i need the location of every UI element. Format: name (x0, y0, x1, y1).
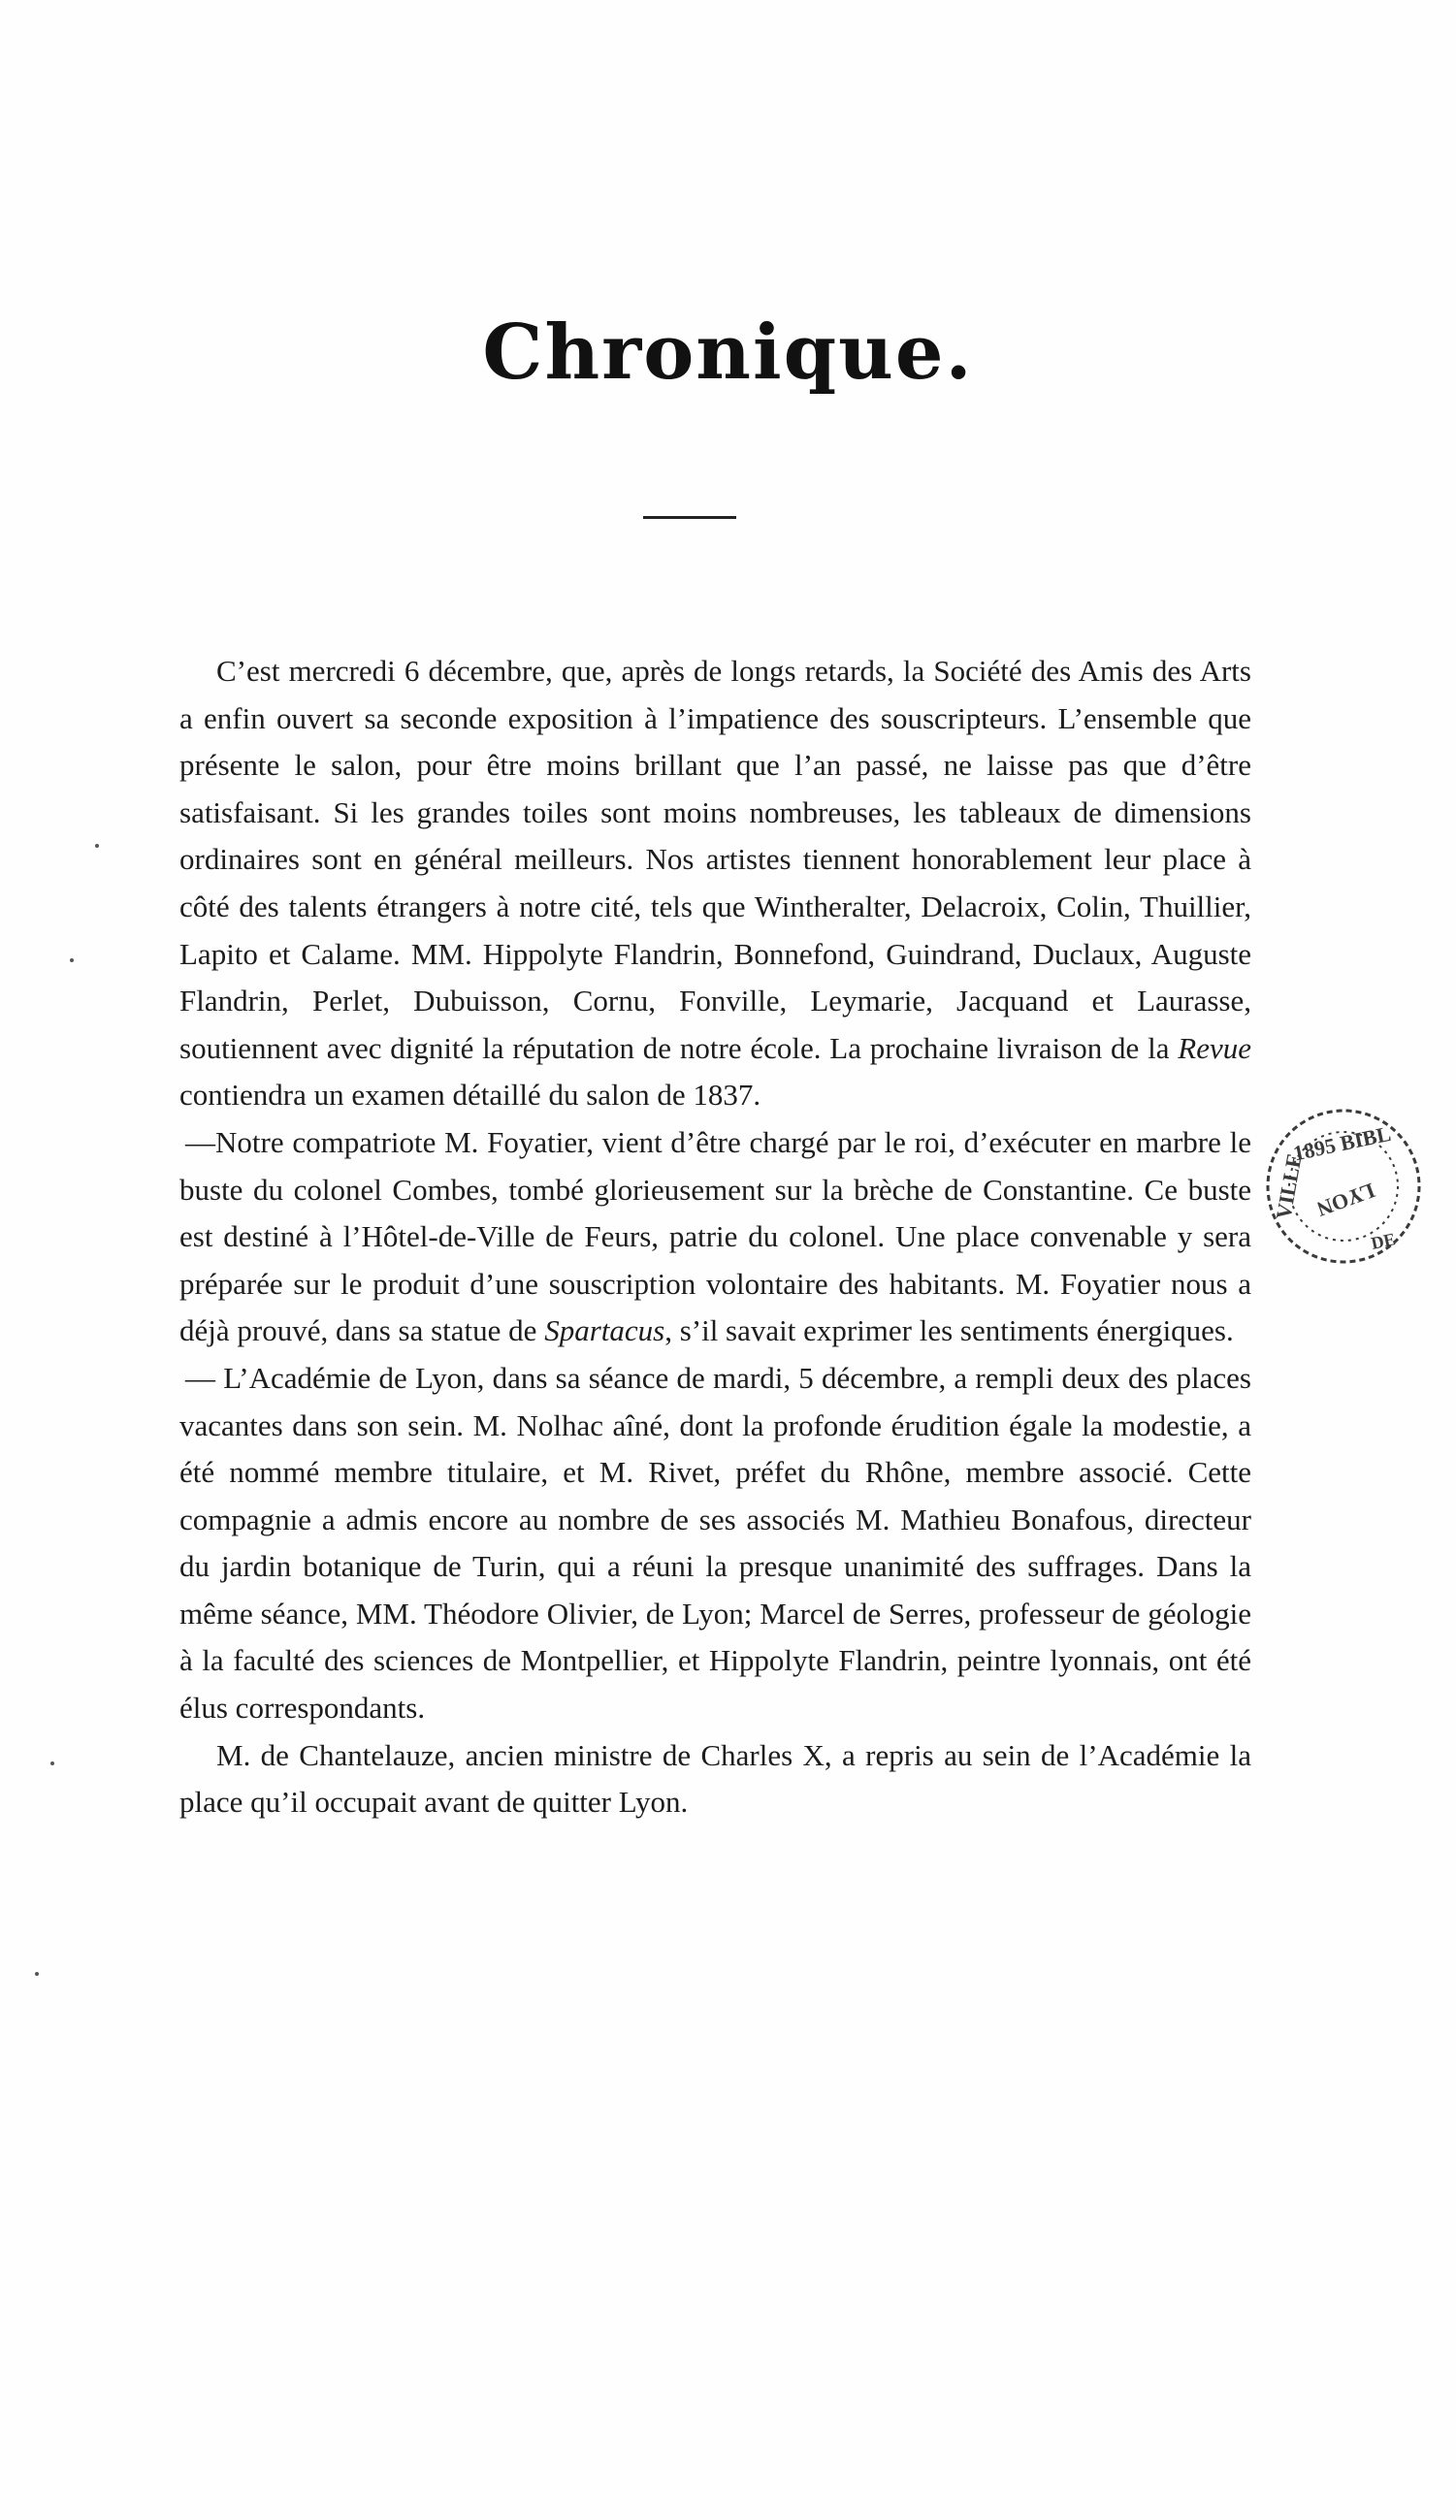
paragraph-chantelauze (179, 1732, 1251, 1826)
paragraph-salon-text: C’est mercredi 6 décembre, que, après de longs retards, la Société des Amis des Arts a enfin ouvert sa seconde exposition à l’impatience des souscripteurs. L’ensemble que présente le salon, pour être moins brillant que l’an passé, ne laisse pas que d’être satisfaisant. Si les grandes toiles sont moins nombreuses, les tableaux de dimensions ordinaires sont en général meilleurs. Nos artistes tiennent honorablement leur place à côté des talents étrangers à notre cité, tels que Wintheralter, Delacroix, Colin, Thuillier, Lapito et Calame. MM. Hippolyte Flandrin, Bonnefond, Guindrand, Duclaux, Auguste Flandrin, Perlet, Dubuisson, Cornu, Fonville, Leymarie, Jacquand et Laurasse, soutiennent avec dignité la réputation de notre école. La prochaine livraison de la (179, 654, 1251, 1065)
article-body (179, 648, 1251, 1826)
library-stamp-icon (1261, 1104, 1426, 1269)
page-title: Chronique. (482, 308, 974, 397)
spartacus-italic: Spartacus (544, 1313, 665, 1348)
margin-mark (95, 844, 99, 848)
paragraph-salon (179, 648, 1251, 1119)
paragraph-academie (179, 1355, 1251, 1732)
margin-mark (70, 958, 74, 962)
title-divider (643, 516, 736, 519)
paragraph-salon-end: contiendra un examen détaillé du salon de 1837. (179, 1078, 761, 1113)
paragraph-foyatier (179, 1119, 1251, 1355)
svg-text:DE: DE (1369, 1229, 1398, 1253)
paragraph-foyatier-text: —Notre compatriote M. Foyatier, vient d’être chargé par le roi, d’exécuter en marbre le buste du colonel Combes, tombé glorieusement sur la brèche de Constantine. Ce buste est destiné à l’Hôtel-de-Ville de Feurs, patrie du colonel. Une place convenable y sera préparée sur le produit d’une souscription volontaire des habitants. M. Foyatier nous a déjà prouvé, dans sa statue de (179, 1124, 1251, 1348)
svg-text:LYON: LYON (1313, 1178, 1378, 1222)
margin-mark (35, 1972, 39, 1976)
paragraph-chantelauze-text: M. de Chantelauze, ancien ministre de Charles X, a repris au sein de l’Académie la place qu’il occupait avant de quitter Lyon. (179, 1737, 1251, 1820)
svg-text:VILLE: VILLE (1271, 1151, 1307, 1221)
revue-italic: Revue (1178, 1030, 1251, 1065)
margin-mark (50, 1761, 54, 1765)
paragraph-foyatier-end: , s’il savait exprimer les sentiments énergiques. (664, 1313, 1234, 1348)
paragraph-academie-text: — L’Académie de Lyon, dans sa séance de mardi, 5 décembre, a rempli deux des places vacantes dans son sein. M. Nolhac aîné, dont la profonde érudition égale la modestie, a été nommé membre titulaire, et M. Rivet, préfet du Rhône, membre associé. Cette compagnie a admis encore au nombre de ses associés M. Mathieu Bonafous, directeur du jardin botanique de Turin, qui a réuni la presque unanimité des suffrages. Dans la même séance, MM. Théodore Olivier, de Lyon; Marcel de Serres, professeur de géologie à la faculté des sciences de Montpellier, et Hippolyte Flandrin, peintre lyonnais, ont été élus correspondants. (179, 1360, 1251, 1726)
svg-text:1895 BIBL: 1895 BIBL (1290, 1120, 1393, 1166)
